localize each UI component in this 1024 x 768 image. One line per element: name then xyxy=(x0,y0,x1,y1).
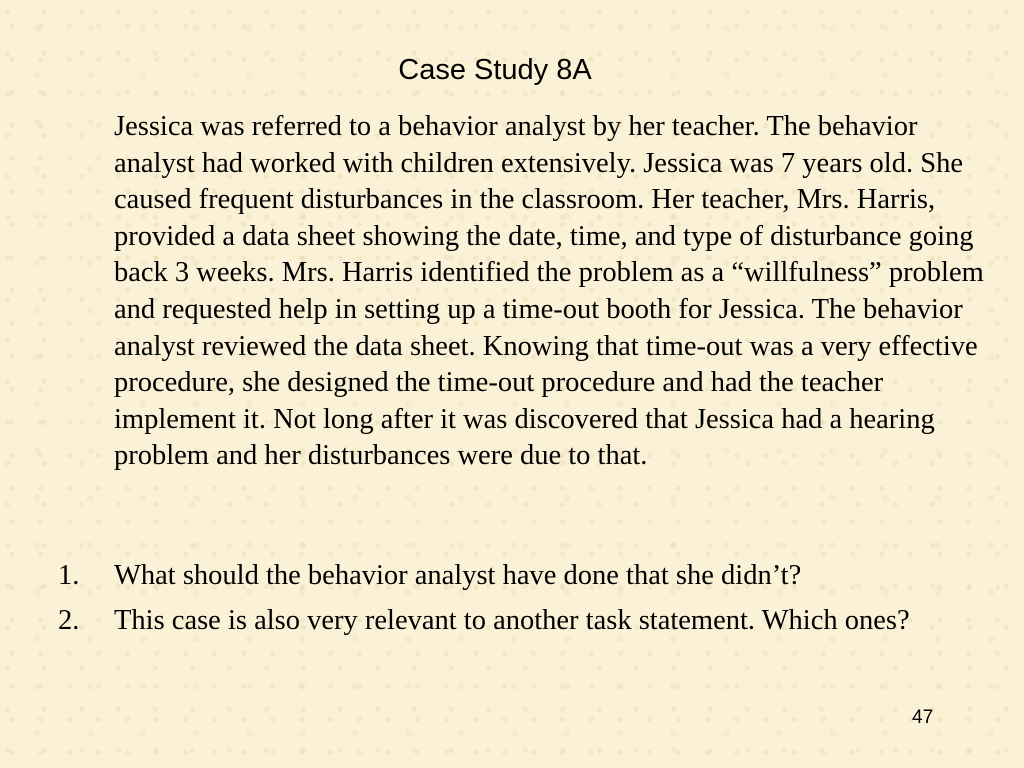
case-description: Jessica was referred to a behavior analyst by her teacher. The behavior analyst had worked with children extensively. Jessica was 7 years old. She caused frequent disturbances in the classroom. Her teacher, Mrs. Harris, provided a data sheet showing the date, time, and type of disturbance going back 3 weeks. Mrs. Harris identified the problem as a “willfulness” problem and requested help in setting up a time-out booth for Jessica. The behavior analyst reviewed the data sheet. Knowing that time-out was a very effective procedure, she designed the time-out procedure and had the teacher implement it. Not long after it was discovered that Jessica had a hearing problem and her disturbances were due to that. xyxy=(114,111,984,472)
question-number: 2. xyxy=(58,604,80,636)
question-text: What should the behavior analyst have done that she didn’t? xyxy=(114,560,802,591)
question-item xyxy=(58,558,988,595)
slide-title: Case Study 8A xyxy=(398,54,592,86)
question-text: This case is also very relevant to another task statement. Which ones? xyxy=(114,604,910,636)
question-item xyxy=(58,603,988,640)
page-number: 47 xyxy=(912,707,934,728)
question-list xyxy=(58,558,988,647)
question-number: 1. xyxy=(58,560,80,591)
